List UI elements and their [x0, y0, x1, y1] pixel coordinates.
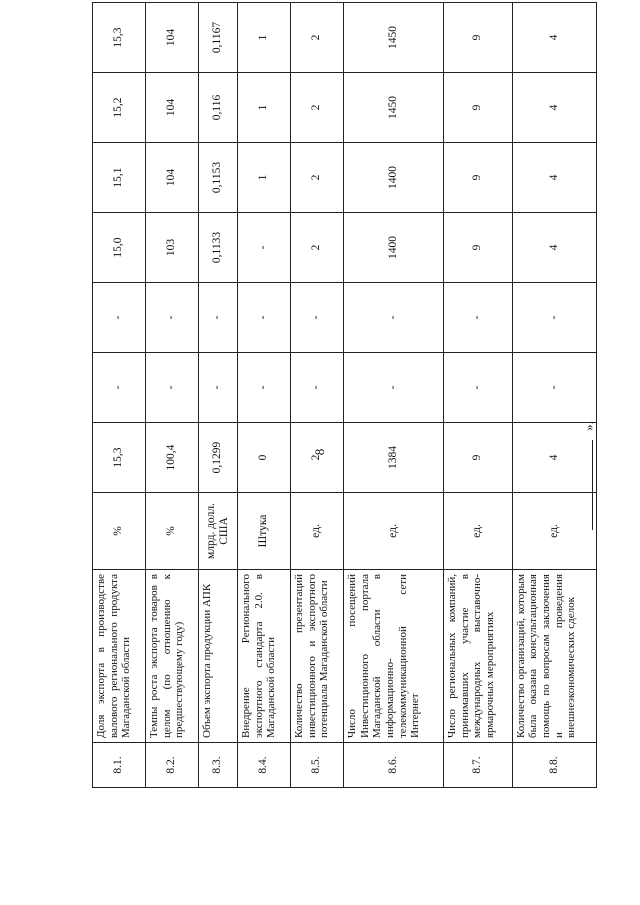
- value-cell: -: [443, 283, 512, 353]
- value-cell: 15,3: [93, 423, 146, 493]
- table-row: [93, 3, 146, 788]
- value-cell: 15,0: [93, 213, 146, 283]
- indicator-name: Внедрение Регионального экспортного стандарта 2.0. в Магаданской области: [237, 570, 290, 743]
- value-cell: 0: [237, 423, 290, 493]
- value-cell: 0,1153: [199, 143, 238, 213]
- row-number: 8.4.: [237, 743, 290, 788]
- value-cell: 1: [237, 73, 290, 143]
- table-row: [199, 3, 238, 788]
- value-cell: 15,3: [93, 3, 146, 73]
- value-cell: -: [93, 353, 146, 423]
- value-cell: -: [237, 283, 290, 353]
- value-cell: 0,1133: [199, 213, 238, 283]
- value-cell: 9: [443, 73, 512, 143]
- unit-cell: %: [93, 493, 146, 570]
- table-row: [291, 3, 344, 788]
- unit-cell: ед.: [291, 493, 344, 570]
- value-cell: 0,1167: [199, 3, 238, 73]
- value-cell: -: [199, 353, 238, 423]
- unit-cell: ед.: [443, 493, 512, 570]
- row-number: 8.2.: [146, 743, 199, 788]
- indicator-name: Доля экспорта в производстве валового регионального продукта Магаданской области: [93, 570, 146, 743]
- value-cell: 4: [512, 213, 596, 283]
- indicator-name: Объем экспорта продукции АПК: [199, 570, 238, 743]
- value-cell: 104: [146, 3, 199, 73]
- value-cell: 4: [512, 3, 596, 73]
- row-number: 8.8.: [512, 743, 596, 788]
- value-cell: 1400: [344, 213, 444, 283]
- value-cell: 2: [291, 213, 344, 283]
- value-cell: -: [93, 283, 146, 353]
- value-cell: -: [237, 353, 290, 423]
- unit-cell: ед.: [512, 493, 596, 570]
- table-row: [344, 3, 444, 788]
- value-cell: -: [344, 283, 444, 353]
- value-cell: 2: [291, 143, 344, 213]
- value-cell: 103: [146, 213, 199, 283]
- value-cell: -: [443, 353, 512, 423]
- value-cell: 9: [443, 423, 512, 493]
- value-cell: 1450: [344, 73, 444, 143]
- table-row: [146, 3, 199, 788]
- table-row: [512, 3, 596, 788]
- closing-mark: [580, 421, 598, 535]
- page-number: 8: [312, 448, 327, 456]
- value-cell: 9: [443, 3, 512, 73]
- value-cell: 1450: [344, 3, 444, 73]
- value-cell: -: [199, 283, 238, 353]
- indicator-name: Количество презентаций инвестиционного и экспортного потенциала Магаданской области: [291, 570, 344, 743]
- indicator-name: Число региональных компаний, принимавших участие в международных выставочно-ярмарочных мероприятиях: [443, 570, 512, 743]
- value-cell: -: [512, 353, 596, 423]
- value-cell: -: [512, 283, 596, 353]
- value-cell: 0,1299: [199, 423, 238, 493]
- row-number: 8.7.: [443, 743, 512, 788]
- value-cell: 1: [237, 143, 290, 213]
- value-cell: 104: [146, 143, 199, 213]
- value-cell: 1400: [344, 143, 444, 213]
- value-cell: 0,116: [199, 73, 238, 143]
- value-cell: 9: [443, 143, 512, 213]
- row-number: 8.3.: [199, 743, 238, 788]
- unit-cell: Штука: [237, 493, 290, 570]
- value-cell: 104: [146, 73, 199, 143]
- closing-line: [592, 440, 593, 530]
- value-cell: 4: [512, 143, 596, 213]
- unit-cell: млрд. долл. США: [199, 493, 238, 570]
- value-cell: -: [146, 353, 199, 423]
- value-cell: 4: [512, 73, 596, 143]
- value-cell: 15,1: [93, 143, 146, 213]
- value-cell: 2: [291, 423, 344, 493]
- indicator-name: Число посещений Инвестиционного портала Магаданской области в информационно-телекоммуникационной сети Интернет: [344, 570, 444, 743]
- indicator-name: Количество организаций, которым была оказана консультационная помощь по вопросам заключения и проведения внешнеэкономических сделок: [512, 570, 596, 743]
- table-row: [237, 3, 290, 788]
- row-number: 8.5.: [291, 743, 344, 788]
- unit-cell: %: [146, 493, 199, 570]
- value-cell: 15,2: [93, 73, 146, 143]
- value-cell: 2: [291, 73, 344, 143]
- table-row: [443, 3, 512, 788]
- value-cell: 100,4: [146, 423, 199, 493]
- indicator-name: Темпы роста экспорта товаров в целом (по отношению к предшествующему году): [146, 570, 199, 743]
- value-cell: 9: [443, 213, 512, 283]
- indicators-table-rotated: [92, 21, 597, 788]
- value-cell: -: [344, 353, 444, 423]
- value-cell: 2: [291, 3, 344, 73]
- unit-cell: ед.: [344, 493, 444, 570]
- value-cell: -: [291, 283, 344, 353]
- value-cell: 1: [237, 3, 290, 73]
- value-cell: -: [291, 353, 344, 423]
- indicators-table: [92, 2, 597, 788]
- closing-quote: ».: [580, 421, 596, 431]
- value-cell: 4: [512, 423, 596, 493]
- value-cell: 1384: [344, 423, 444, 493]
- value-cell: -: [146, 283, 199, 353]
- value-cell: -: [237, 213, 290, 283]
- row-number: 8.1.: [93, 743, 146, 788]
- row-number: 8.6.: [344, 743, 444, 788]
